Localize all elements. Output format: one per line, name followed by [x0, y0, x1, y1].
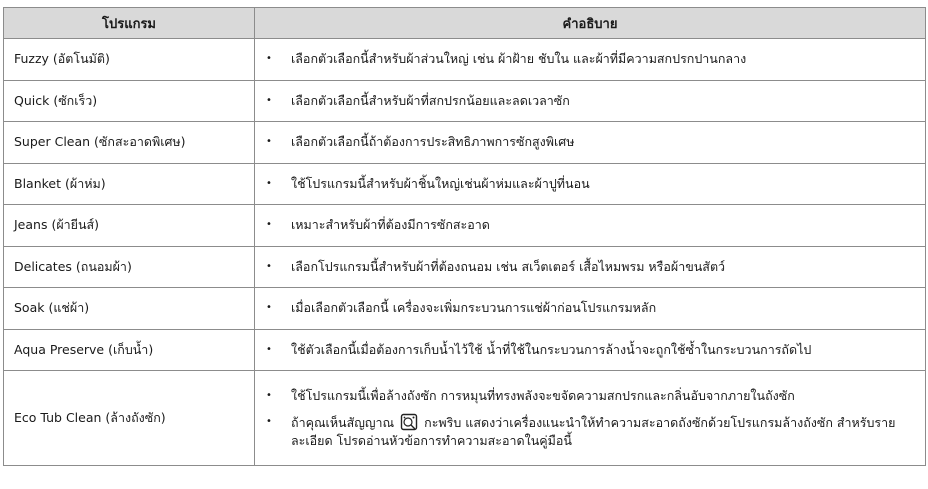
bullet-dot: •: [266, 219, 272, 231]
bullet-item: [255, 387, 925, 405]
bullet-text: เลือกตัวเลือกนี้ถ้าต้องการประสิทธิภาพการซักสูงพิเศษ: [291, 134, 575, 150]
header-program: โปรแกรม: [4, 8, 255, 39]
program-name: Soak (แช่ผ้า): [4, 288, 255, 330]
bullet-item: [255, 216, 925, 234]
table-row: [4, 371, 926, 466]
table-row: [4, 80, 926, 122]
table-row: [4, 163, 926, 205]
program-name: Blanket (ผ้าห่ม): [4, 163, 255, 205]
bullet-text: เหมาะสำหรับผ้าที่ต้องมีการซักสะอาด: [291, 217, 490, 233]
table-row: [4, 39, 926, 81]
bullet-text: เลือกตัวเลือกนี้สำหรับผ้าส่วนใหญ่ เช่น ผ้าฝ้าย ชับใน และผ้าที่มีความสกปรกปานกลาง: [291, 51, 747, 67]
bullet-item: [255, 341, 925, 359]
bullet-dot: •: [266, 415, 272, 427]
table-header-row: [4, 8, 926, 39]
bullet-dot: •: [266, 302, 272, 314]
bullet-item: [255, 50, 925, 68]
bullet-dot: •: [266, 136, 272, 148]
bullet-item: [255, 133, 925, 151]
bullet-dot: •: [266, 343, 272, 355]
bullet-item: [255, 258, 925, 276]
program-table: [3, 7, 926, 466]
bullet-item: [255, 413, 925, 450]
program-description: [255, 329, 926, 371]
bullet-text: เมื่อเลือกตัวเลือกนี้ เครื่องจะเพิ่มกระบวนการแช่ผ้าก่อนโปรแกรมหลัก: [291, 300, 657, 316]
bullet-text: เลือกตัวเลือกนี้สำหรับผ้าที่สกปรกน้อยและลดเวลาซัก: [291, 92, 570, 108]
bullet-dot: •: [266, 260, 272, 272]
bullet-text-after: กะพริบ แสดงว่าเครื่องแนะนำให้ทำความสะอาดถังซักด้วยโปรแกรมล้างถังซัก สำหรับรายละเอียด โปรดอ่านหัวข้อการทำความสะอาดในคู่มือนี้: [291, 414, 896, 448]
bullet-text-before: ถ้าคุณเห็นสัญญาณ: [291, 414, 395, 430]
program-description: [255, 163, 926, 205]
program-description: [255, 205, 926, 247]
program-name: Aqua Preserve (เก็บน้ำ): [4, 329, 255, 371]
bullet-text: ใช้ตัวเลือกนี้เมื่อต้องการเก็บน้ำไว้ใช้ น้ำที่ใช้ในกระบวนการล้างน้ำจะถูกใช้ซ้ำในกระบวนการถัดไป: [291, 341, 812, 357]
bullet-dot: •: [266, 177, 272, 189]
program-name: Quick (ซักเร็ว): [4, 80, 255, 122]
bullet-text: [279, 413, 925, 450]
table-row: [4, 246, 926, 288]
bullet-dot: •: [266, 389, 272, 401]
bullet-text: ใช้โปรแกรมนี้สำหรับผ้าชิ้นใหญ่เช่นผ้าห่มและผ้าปูที่นอน: [291, 175, 590, 191]
table-row: [4, 122, 926, 164]
program-description: [255, 39, 926, 81]
table-row: [4, 288, 926, 330]
bullet-item: [255, 175, 925, 193]
header-description: คำอธิบาย: [255, 8, 926, 39]
program-name: Super Clean (ซักสะอาดพิเศษ): [4, 122, 255, 164]
bullet-item: [255, 299, 925, 317]
bullet-dot: •: [266, 94, 272, 106]
program-description: [255, 246, 926, 288]
eco-tub-clean-icon: [400, 413, 418, 431]
bullet-text: เลือกโปรแกรมนี้สำหรับผ้าที่ต้องถนอม เช่น สเว็ตเตอร์ เสื้อไหมพรม หรือผ้าขนสัตว์: [291, 258, 726, 274]
program-description: [255, 80, 926, 122]
bullet-item: [255, 92, 925, 110]
program-description: [255, 288, 926, 330]
table-row: [4, 329, 926, 371]
program-name: Jeans (ผ้ายีนส์): [4, 205, 255, 247]
program-description: [255, 122, 926, 164]
program-description: [255, 371, 926, 466]
table-row: [4, 205, 926, 247]
bullet-dot: •: [266, 53, 272, 65]
bullet-text: ใช้โปรแกรมนี้เพื่อล้างถังซัก การหมุนที่ทรงพลังจะขจัดความสกปรกและกลิ่นอับจากภายในถังซัก: [291, 387, 795, 403]
program-name: Eco Tub Clean (ล้างถังซัก): [4, 371, 255, 466]
program-name: Fuzzy (อัตโนมัติ): [4, 39, 255, 81]
program-name: Delicates (ถนอมผ้า): [4, 246, 255, 288]
